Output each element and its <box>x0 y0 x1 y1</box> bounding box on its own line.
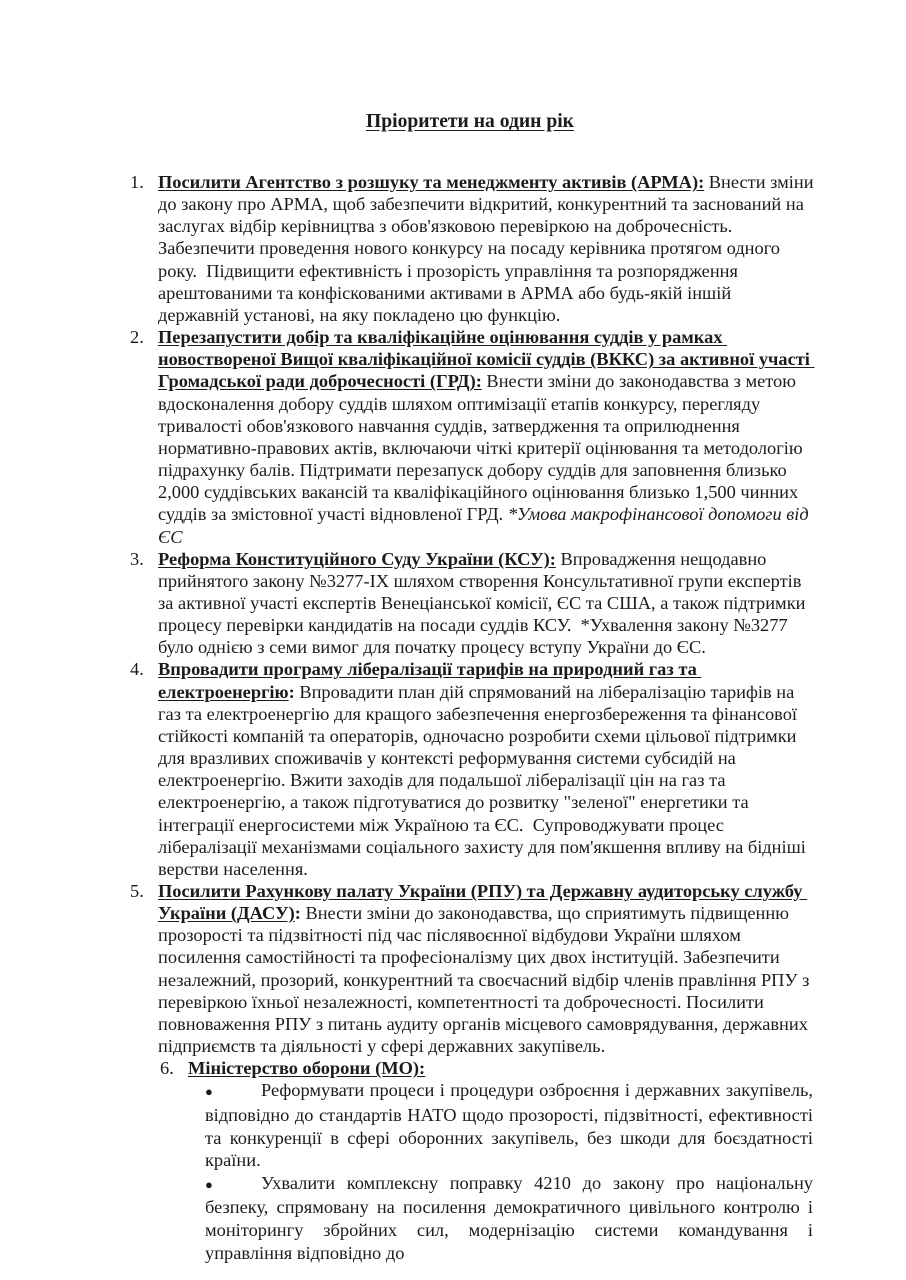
page-title: Пріоритети на один рік <box>366 111 574 132</box>
list-item <box>130 326 816 548</box>
item-heading-colon: : <box>294 903 301 924</box>
item-heading: Міністерство оборони (МО): <box>188 1058 426 1079</box>
list-item <box>130 658 816 880</box>
item-heading: Посилити Рахункову палату України (РПУ) та Державну аудиторську службу України (ДАСУ) <box>158 881 808 924</box>
bullet-icon: ● <box>205 1084 213 1100</box>
priority-list <box>130 171 819 1079</box>
item-body: Внести зміни до законодавства з метою вдосконалення добору суддів шляхом оптимізації етапів конкурсу, перегляду тривалості обов'язкового навчання суддів, затвердження та оприлюднення нормативно-правових актів, включаючи чіткі критерії оцінювання та методологію підрахунку балів. Підтримати перезапуск добору суддів для заповнення близько 2,000 суддівських вакансій та кваліфікаційного оцінювання близько 1,500 чинних суддів за змістовної участі відновленої ГРД. <box>158 371 808 525</box>
item-heading-colon: : <box>288 681 295 702</box>
bullet-text: Ухвалити комплексну поправку 4210 до закону про національну безпеку, спрямовану на посилення демократичного цивільного контролю і моніторингу збройних сил, модернізацію системи командування і управління відповідно до <box>205 1172 813 1263</box>
item-heading: Впровадити програму лібералізації тарифів на природний газ та електроенергію <box>158 659 702 702</box>
item-body: Внести зміни до законодавства, що сприятимуть підвищенню прозорості та підзвітності під час післявоєнної відбудови України шляхом посилення самостійності та професіоналізму цих двох інституцій. Забезпечити незалежний, прозорий, конкурентний та своєчасний відбір членів правління РПУ з перевіркою їхньої незалежності, компетентності та доброчесності. Посилити повноваження РПУ з питань аудиту органів місцевого самоврядування, державних підприємств та діяльності у сфері державних закупівель. <box>158 903 814 1057</box>
bullet-item <box>205 1079 813 1171</box>
defense-bullet-list <box>205 1079 813 1264</box>
item-heading: Реформа Конституційного Суду України (КСУ): <box>158 548 556 569</box>
item-body: Впровадити план дій спрямований на лібералізацію тарифів на газ та електроенергію для кращого забезпечення енергозбереження та фінансової стійкості компаній та операторів, одночасно розробити схеми цільової підтримки для вразливих споживачів у контексті реформування системи субсидій на електроенергію. Вжити заходів для подальшої лібералізації цін на газ та електроенергію, а також підготуватися до розвитку "зеленої" енергетики та інтеграції енергосистеми між Україною та ЄС. Супроводжувати процес лібералізації механізмами соціального захисту для пом'якшення впливу на бідніші верстви населення. <box>158 681 811 879</box>
list-item <box>130 1057 816 1079</box>
bullet-text: Реформувати процеси і процедури озброєння і державних закупівель, відповідно до стандартів НАТО щодо прозорості, підзвітності, ефективності та конкуренції в сфері оборонних закупівель, без шкоди для боєздатності країни. <box>205 1080 813 1171</box>
bullet-icon: ● <box>205 1176 213 1192</box>
list-item <box>130 548 816 659</box>
item-number: 5. <box>130 881 144 901</box>
document-content <box>130 171 819 1264</box>
item-number: 2. <box>130 327 144 348</box>
item-heading: Посилити Агентство з розшуку та менеджменту активів (АРМА): <box>158 172 705 192</box>
item-number: 4. <box>130 659 144 680</box>
list-item <box>130 880 816 1057</box>
item-number: 3. <box>130 548 144 569</box>
item-number: 1. <box>130 172 144 192</box>
item-italic-note: *Умова макрофінансової допомоги від ЄС <box>158 504 814 547</box>
item-heading: Перезапустити добір та кваліфікаційне оцінювання суддів у рамках новоствореної Вищої кваліфікаційної комісії суддів (ВККС) за активної участі Громадської ради доброчесності (ГРД): <box>158 327 815 392</box>
bullet-item <box>205 1172 813 1264</box>
item-body: Внести зміни до закону про АРМА, щоб забезпечити відкритий, конкурентний та заснований на заслугах відбір керівництва з обов'язковою перевіркою на доброчесність. Забезпечити проведення нового конкурсу на посаду керівника протягом одного року. Підвищити ефективність і прозорість управління та розпорядження арештованими та конфіскованими активами в АРМА або будь-якій іншій державній установі, на яку покладено цю функцію. <box>158 172 819 325</box>
item-body: Впровадження нещодавно прийнятого закону №3277-IX шляхом створення Консультативної групи експертів за активної участі експертів Венеціанської комісії, ЄС та США, а також підтримки процесу перевірки кандидатів на посади суддів КСУ. *Ухвалення закону №3277 було однією з семи вимог для початку процесу вступу України до ЄС. <box>158 548 811 658</box>
list-item <box>130 171 819 326</box>
item-number: 6. <box>160 1058 174 1079</box>
